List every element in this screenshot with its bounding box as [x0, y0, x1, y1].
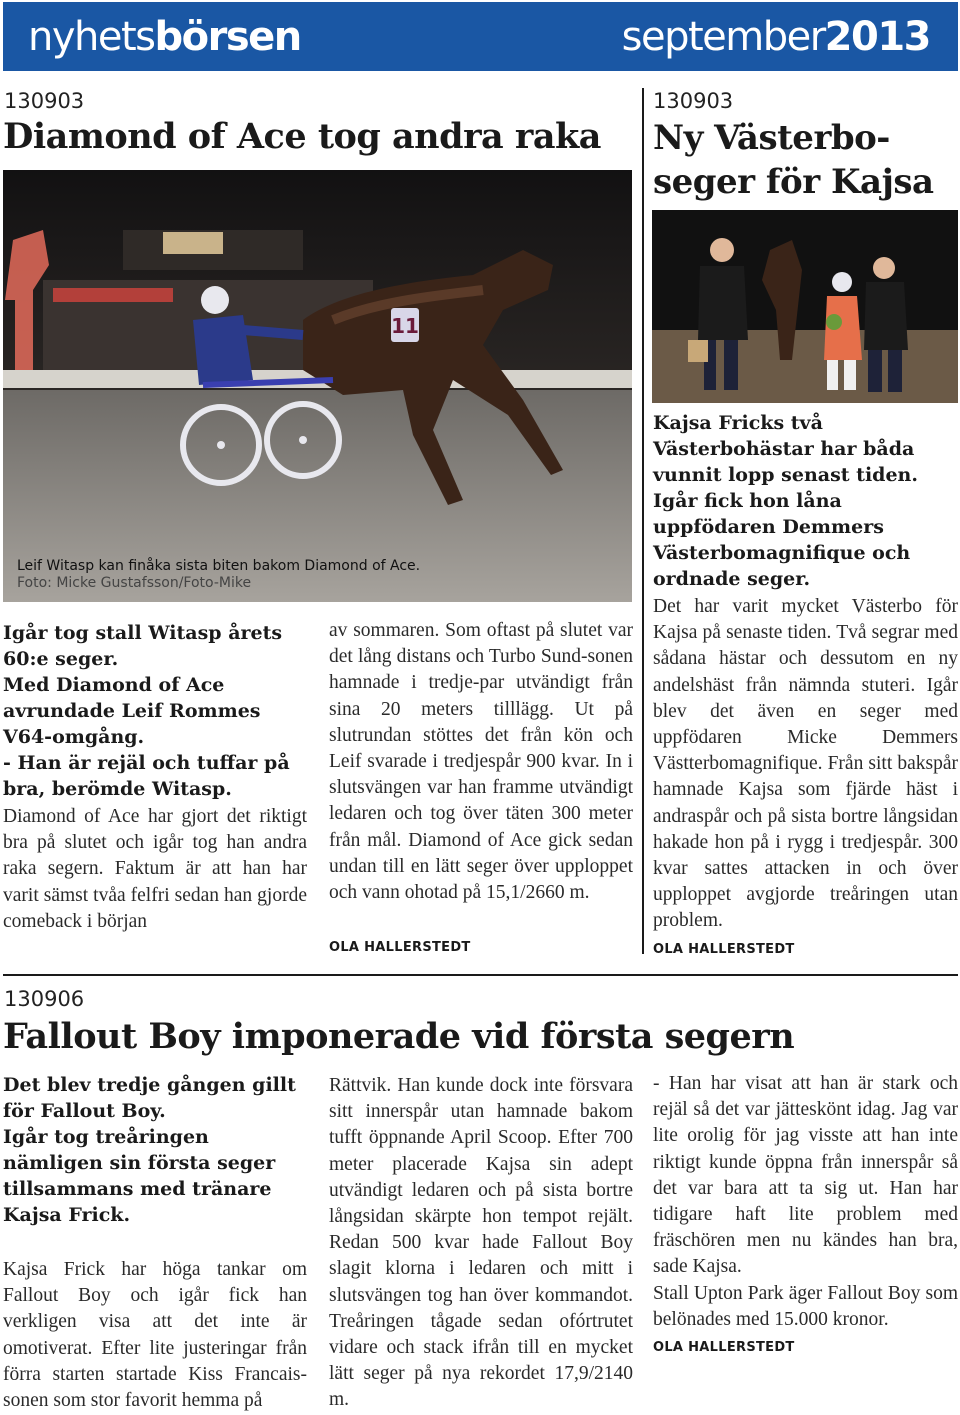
- article2-byline: OLA HALLERSTEDT: [653, 942, 795, 957]
- article1-byline: OLA HALLERSTEDT: [329, 940, 471, 955]
- ingress-line: Igår fick hon låna uppfödaren Demmers Västerbomagnifique och ordnade seger.: [653, 490, 911, 590]
- article3-body-col1: Kajsa Frick har höga tankar om Fallout Boy och igår fick han verkligen visa att det inte är omotiverat. Efter lite justeringar från förra starten startade Kiss Francais-sonen som stor favorit hemma på: [3, 1259, 307, 1412]
- race-bib-number: 11: [391, 314, 419, 338]
- article3-body-col3: [653, 1071, 958, 1333]
- ingress-line: Det blev tredje gången gillt för Fallout Boy.: [3, 1074, 296, 1122]
- publication-title: nyhetsbörsen: [28, 14, 301, 60]
- article1-headline: Diamond of Ace tog andra raka: [3, 116, 601, 157]
- ingress-line: Kajsa Fricks två Västerbohästar har båda vunnit lopp senast tiden.: [653, 412, 918, 486]
- ingress-line: Igår tog treåringen nämligen sin första seger tillsammans med tränare Kajsa Frick.: [3, 1126, 276, 1226]
- caption-text: Leif Witasp kan finåka sista biten bakom Diamond of Ace.: [17, 558, 421, 574]
- article2-headline: [653, 116, 934, 204]
- article1-body-col1: Diamond of Ace har gjort det riktigt bra på slutet och igår tog han andra raka segern. Faktum är att han har varit sämst tvåa felfri sedan han gjorde comeback i början: [3, 806, 307, 932]
- headline-line: seger för Kajsa: [653, 162, 934, 202]
- photo-credit: Foto: Micke Gustafsson/Foto-Mike: [17, 575, 252, 591]
- headline-line: Ny Västerbo-: [653, 118, 890, 158]
- article2-ingress: [653, 410, 958, 592]
- winner-photo: [652, 210, 958, 403]
- article1-ingress: [3, 620, 307, 802]
- column-divider: [642, 88, 644, 954]
- article3-date: 130906: [4, 987, 85, 1011]
- ingress-line: Med Diamond of Ace avrundade Leif Rommes V64-omgång.: [3, 674, 261, 748]
- ingress-line: Igår tog stall Witasp årets 60:e seger.: [3, 622, 283, 670]
- paragraph: Stall Upton Park äger Fallout Boy som belönades med 15.000 kronor.: [653, 1282, 958, 1330]
- ingress-line: - Han är rejäl och tuffar på bra, berömde Witasp.: [3, 752, 290, 800]
- photo1-caption: [17, 558, 420, 592]
- harness-race-photo: [3, 170, 632, 602]
- article3-headline: Fallout Boy imponerade vid första segern: [3, 1016, 795, 1057]
- article3-ingress: [3, 1072, 307, 1228]
- article1-body-col2: av sommaren. Som oftast på slutet var det lång distans och Turbo Sund-sonen hamnade i tredje-par utvändigt från sina 20 meters tilllägg. Ut på slutrundan stöttes det från kön och Leif svarade i tredjespår 900 kvar. In i slutsvängen var han framme utvändigt ledaren och tog över täten 300 meter från mål. Diamond of Ace gick sedan undan till en lätt seger över upploppet och vann ohotad på 15,1/2660 m.: [329, 620, 633, 904]
- paragraph: - Han har visat att han är stark och rejäl så det var jätteskönt idag. Jag var lite orolig för jag visste att han inte riktigt kunde öppna från innerspår så det var bara att ta sig ut. Han har tidigare haft lite problem med fräschören men nu kändes han bra, sade Kajsa.: [653, 1073, 958, 1278]
- article3-body-col2: Rättvik. Han kunde dock inte försvara sitt innerspår utan hamnade bakom tufft öppnande April Scoop. Efter 700 meter placerade Kajsa sin adept utvändigt ledaren och på sista bortre långsidan skärpte hon tempot rejält. Redan 500 kvar hade Fallout Boy slagit klorna i ledaren och mitt i slutsvängen tog han över kommandot. Treåringen tågade sedan ofórtrutet vidare och stack ifrån till en mycket lätt seger på nya rekordet 17,9/2140 m.: [329, 1075, 633, 1411]
- section-divider: [3, 974, 958, 976]
- issue-date: september2013: [621, 14, 930, 60]
- article3-byline: OLA HALLERSTEDT: [653, 1340, 795, 1355]
- article1-date: 130903: [4, 89, 85, 113]
- article2-body: Det har varit mycket Västerbo för Kajsa på senaste tiden. Två segrar med sådana hästar och dessutom en ny andelshäst från nämnda stuteri. Igår blev det även en seger med uppfödaren Micke Demmers Västterbomagnifique. Från sitt bakspår hamnade Kajsa som fjärde häst i andraspår och på sista bortre långsidan hakade hon på i rygg i tredjespår. 300 kvar sattes attacken in och över upploppet avgjorde treåringen utan problem.: [653, 596, 958, 932]
- article2-date: 130903: [653, 89, 734, 113]
